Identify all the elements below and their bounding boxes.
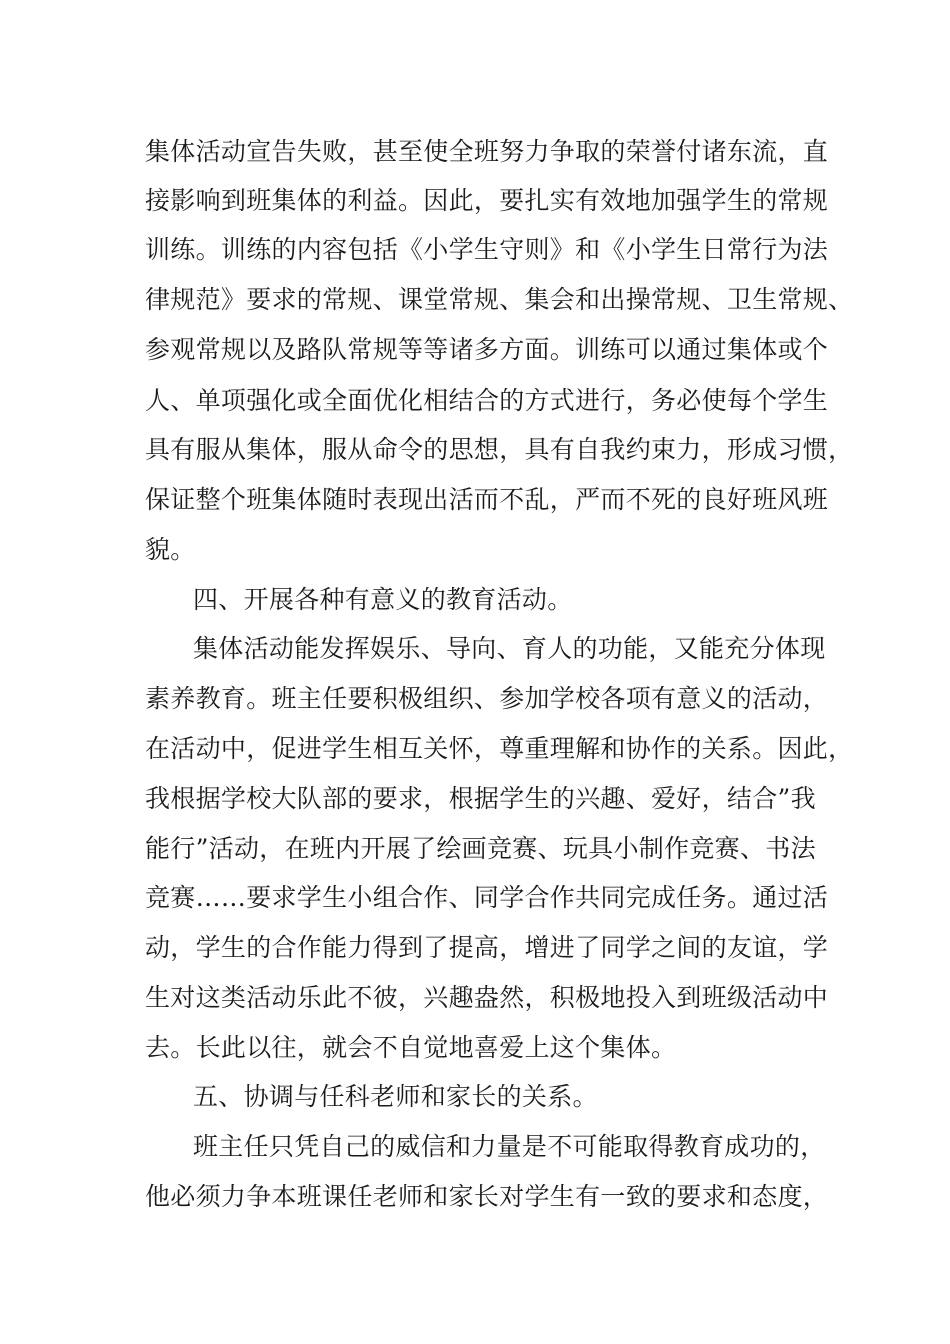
text-line: 在活动中，促进学生相互关怀，尊重理解和协作的关系。因此， [145, 734, 854, 763]
text-line: 竞赛……要求学生小组合作、同学合作共同完成任务。通过活 [145, 883, 829, 912]
text-line: 班主任只凭自己的威信和力量是不可能取得教育成功的， [193, 1132, 826, 1161]
text-line: 能行”活动，在班内开展了绘画竞赛、玩具小制作竞赛、书法 [145, 834, 816, 863]
text-line: 律规范》要求的常规、课堂常规、集会和出操常规、卫生常规、 [145, 285, 854, 314]
text-line: 训练。训练的内容包括《小学生守则》和《小学生日常行为法 [145, 235, 829, 264]
text-line: 集体活动宣告失败，甚至使全班努力争取的荣誉付诸东流，直 [145, 137, 829, 166]
text-line: 动，学生的合作能力得到了提高，增进了同学之间的友谊，学 [145, 933, 829, 962]
text-line: 接影响到班集体的利益。因此，要扎实有效地加强学生的常规 [145, 186, 829, 215]
section-heading: 五、协调与任科老师和家长的关系。 [193, 1082, 598, 1111]
text-line: 人、单项强化或全面优化相结合的方式进行，务必使每个学生 [145, 386, 829, 415]
text-line: 貌。 [145, 535, 196, 564]
text-line: 我根据学校大队部的要求，根据学生的兴趣、爱好，结合”我 [145, 784, 816, 813]
text-line: 集体活动能发挥娱乐、导向、育人的功能，又能充分体现 [193, 634, 826, 663]
text-line: 具有服从集体，服从命令的思想，具有自我约束力，形成习惯， [145, 435, 854, 464]
text-line: 素养教育。班主任要积极组织、参加学校各项有意义的活动， [145, 684, 829, 713]
section-heading: 四、开展各种有意义的教育活动。 [193, 585, 573, 614]
text-line: 参观常规以及路队常规等等诸多方面。训练可以通过集体或个 [145, 335, 829, 364]
text-line: 保证整个班集体随时表现出活而不乱，严而不死的良好班风班 [145, 485, 829, 514]
text-line: 他必须力争本班课任老师和家长对学生有一致的要求和态度， [145, 1182, 829, 1211]
text-line: 生对这类活动乐此不彼，兴趣盎然，积极地投入到班级活动中 [145, 983, 829, 1012]
text-line: 去。长此以往，就会不自觉地喜爱上这个集体。 [145, 1033, 677, 1062]
